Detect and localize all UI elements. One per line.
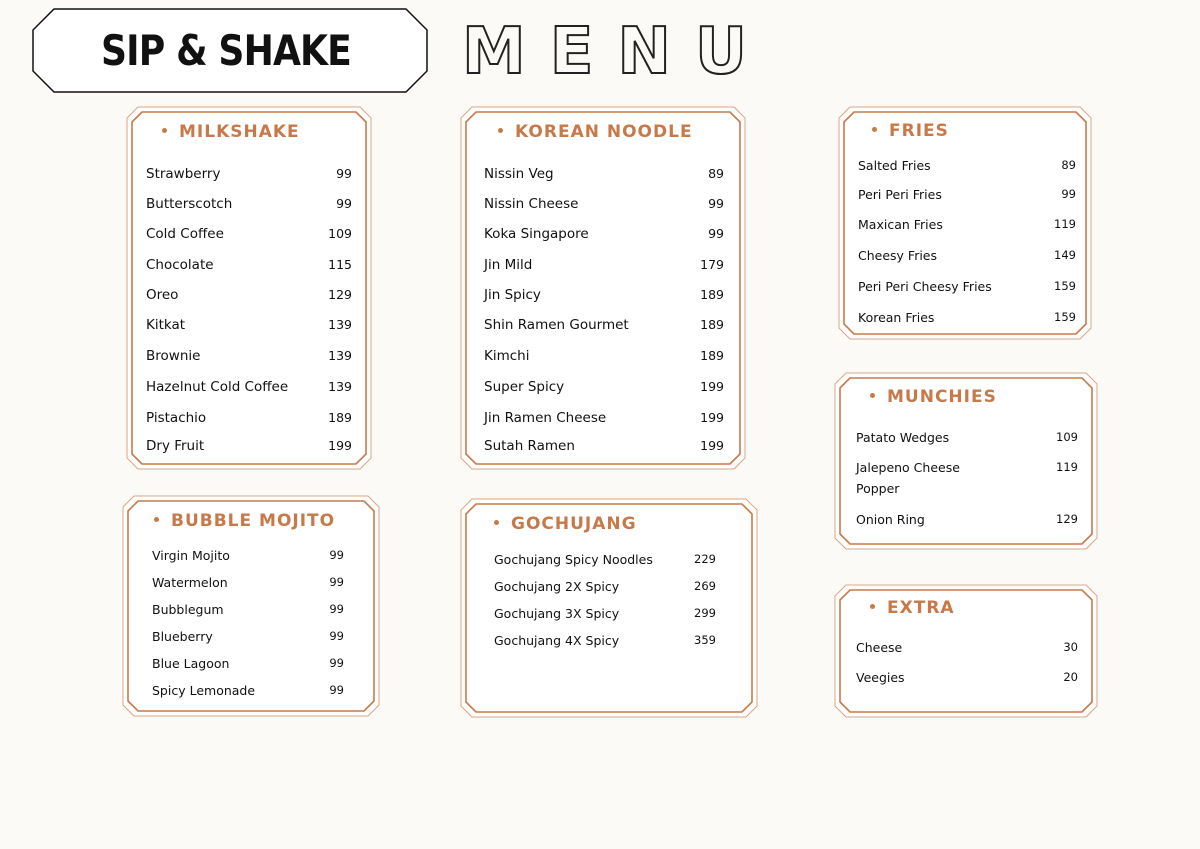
menu-item-price: 299 [694, 606, 716, 620]
section-korean-noodle [460, 106, 746, 470]
menu-item-price: 99 [336, 166, 352, 181]
menu-item-price: 139 [328, 317, 352, 332]
section-title [870, 387, 997, 407]
section-fries [838, 106, 1092, 340]
menu-item-name: Peri Peri Fries [858, 187, 942, 202]
section-title-text: GOCHUJANG [511, 514, 637, 534]
section-title [162, 122, 300, 142]
section-title [870, 598, 955, 618]
menu-item-price: 199 [328, 438, 352, 453]
menu-item-name: Chocolate [146, 257, 214, 273]
section-munchies [834, 372, 1098, 550]
bullet-dot-icon [870, 393, 875, 398]
menu-item-price: 359 [694, 633, 716, 647]
menu-item-name: Onion Ring [856, 512, 925, 527]
menu-item-price: 99 [329, 683, 344, 697]
menu-item-name: Cheesy Fries [858, 248, 938, 263]
menu-item-name: Maxican Fries [858, 217, 943, 232]
menu-item-name: Kimchi [484, 348, 530, 364]
menu-item-price: 269 [694, 579, 716, 593]
menu-item-name: Dry Fruit [146, 438, 205, 454]
bullet-dot-icon [162, 128, 167, 133]
menu-item-name: Strawberry [146, 166, 221, 182]
menu-item-price: 159 [1054, 310, 1076, 324]
menu-item-name: Gochujang 3X Spicy [494, 606, 620, 621]
menu-item-price: 89 [1061, 158, 1076, 172]
menu-item-price: 199 [700, 410, 724, 425]
menu-item-name: Nissin Cheese [484, 196, 579, 212]
menu-item-name: Jin Ramen Cheese [484, 410, 607, 426]
section-title-text: MILKSHAKE [179, 122, 300, 142]
menu-item-name: Super Spicy [484, 379, 565, 395]
menu-item-price: 129 [1056, 512, 1078, 526]
menu-item-name: Gochujang 2X Spicy [494, 579, 620, 594]
bullet-dot-icon [494, 520, 499, 525]
menu-item-name: Watermelon [152, 575, 228, 590]
bullet-dot-icon [872, 127, 877, 132]
menu-item-name-line2: Popper [856, 481, 900, 496]
menu-item-price: 139 [328, 379, 352, 394]
menu-item-name: Nissin Veg [484, 166, 554, 182]
menu-item-name: Oreo [146, 287, 179, 303]
section-title [154, 511, 335, 531]
bullet-dot-icon [154, 517, 159, 522]
menu-item-name: Shin Ramen Gourmet [484, 317, 629, 333]
menu-item-name: Blueberry [152, 629, 213, 644]
menu-title: MENU [462, 15, 771, 89]
menu-item-price: 139 [328, 348, 352, 363]
menu-item-price: 199 [700, 379, 724, 394]
menu-item-price: 189 [700, 348, 724, 363]
menu-item-price: 189 [700, 287, 724, 302]
menu-item-price: 229 [694, 552, 716, 566]
menu-item-price: 99 [1061, 187, 1076, 201]
menu-item-name: Jin Mild [484, 257, 533, 273]
bullet-dot-icon [870, 604, 875, 609]
menu-item-price: 89 [708, 166, 724, 181]
menu-item-name: Virgin Mojito [152, 548, 230, 563]
menu-item-name: Patato Wedges [856, 430, 950, 445]
menu-item-price: 199 [700, 438, 724, 453]
menu-item-price: 99 [329, 548, 344, 562]
section-title-text: FRIES [889, 121, 949, 141]
bullet-dot-icon [498, 128, 503, 133]
menu-item-name: Koka Singapore [484, 226, 589, 242]
menu-item-price: 119 [1056, 460, 1078, 474]
section-bubble-mojito [122, 495, 380, 717]
menu-item-name: Peri Peri Cheesy Fries [858, 279, 992, 294]
brand-badge [32, 8, 428, 92]
menu-item-name: Kitkat [146, 317, 186, 333]
menu-item-name: Butterscotch [146, 196, 233, 212]
section-title-text: EXTRA [887, 598, 955, 618]
menu-item-name: Pistachio [146, 410, 207, 426]
menu-item-price: 30 [1063, 640, 1078, 654]
menu-item-price: 115 [328, 257, 352, 272]
menu-item-price: 119 [1054, 217, 1076, 231]
menu-item-price: 99 [708, 226, 724, 241]
section-title [494, 514, 637, 534]
menu-item-name: Brownie [146, 348, 201, 364]
section-gochujang [460, 498, 758, 718]
menu-item-name: Veegies [856, 670, 905, 685]
menu-item-price: 99 [708, 196, 724, 211]
menu-item-price: 99 [329, 629, 344, 643]
menu-item-price: 109 [328, 226, 352, 241]
menu-item-price: 20 [1063, 670, 1078, 684]
menu-item-name: Blue Lagoon [152, 656, 230, 671]
menu-item-name: Korean Fries [858, 310, 935, 325]
menu-item-price: 109 [1056, 430, 1078, 444]
section-title [872, 121, 949, 141]
section-title-text: MUNCHIES [887, 387, 997, 407]
menu-item-name: Jalepeno Cheese [856, 460, 960, 475]
brand-name: SIP & SHAKE [101, 25, 351, 75]
section-title-text: KOREAN NOODLE [515, 122, 693, 142]
menu-item-name: Cold Coffee [146, 226, 224, 242]
menu-item-name: Spicy Lemonade [152, 683, 256, 698]
menu-item-name: Sutah Ramen [484, 438, 575, 454]
menu-item-name: Gochujang 4X Spicy [494, 633, 620, 648]
menu-item-price: 99 [329, 575, 344, 589]
menu-item-price: 189 [328, 410, 352, 425]
menu-item-price: 99 [336, 196, 352, 211]
section-title-text: BUBBLE MOJITO [171, 511, 336, 531]
menu-item-price: 159 [1054, 279, 1076, 293]
menu-item-name: Salted Fries [858, 158, 931, 173]
menu-item-price: 149 [1054, 248, 1076, 262]
menu-item-price: 189 [700, 317, 724, 332]
menu-item-name: Gochujang Spicy Noodles [494, 552, 653, 567]
menu-item-name: Jin Spicy [484, 287, 541, 303]
menu-item-price: 129 [328, 287, 352, 302]
menu-item-price: 179 [700, 257, 724, 272]
menu-item-name: Bubblegum [152, 602, 224, 617]
section-milkshake [126, 106, 372, 470]
menu-item-name: Cheese [856, 640, 903, 655]
menu-item-name: Hazelnut Cold Coffee [146, 379, 289, 395]
menu-item-price: 99 [329, 656, 344, 670]
section-title [498, 122, 693, 142]
menu-item-price: 99 [329, 602, 344, 616]
section-extra [834, 584, 1098, 718]
